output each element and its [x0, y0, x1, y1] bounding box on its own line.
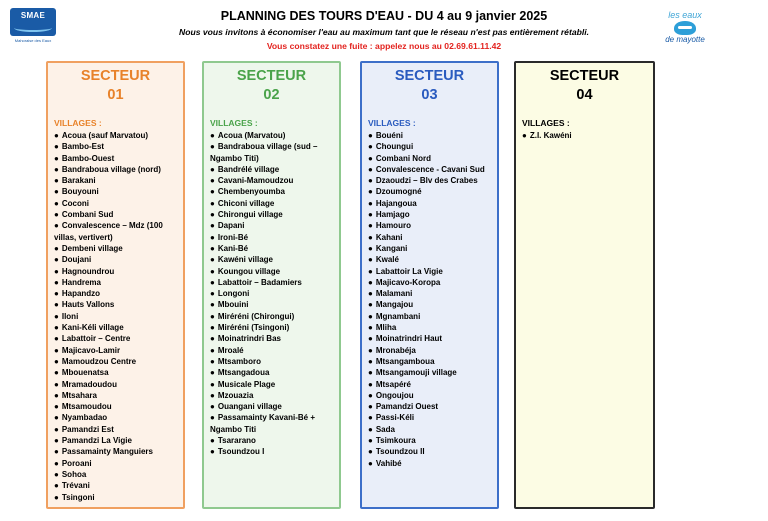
bullet-icon: ●: [54, 323, 59, 333]
village-name: Miréréni (Chirongui): [217, 311, 295, 321]
village-name: Bouyouni: [61, 187, 99, 197]
bullet-icon: ●: [368, 447, 373, 457]
bullet-icon: ●: [54, 164, 59, 174]
village-item: [54, 356, 177, 367]
village-item: [368, 153, 491, 164]
smae-logo-subtitle: Mahoraise des Eaux: [14, 38, 52, 43]
bullet-icon: ●: [54, 198, 59, 208]
village-item: [368, 390, 491, 401]
village-name: Mbouenatsa: [61, 368, 109, 378]
bullet-icon: ●: [210, 368, 215, 378]
sector-card-02: [202, 61, 341, 509]
bullet-icon: ●: [54, 436, 59, 446]
leak-notice: Vous constatez une fuite : appelez nous au 02.69.61.11.42: [266, 41, 502, 51]
bullet-icon: ●: [54, 277, 59, 287]
village-name: Dembeni village: [61, 243, 123, 253]
village-name: Pamandzi Ouest: [375, 402, 439, 412]
sector-card-01: [46, 61, 185, 509]
bullet-icon: ●: [368, 436, 373, 446]
bullet-icon: ●: [368, 243, 373, 253]
village-name: Majicavo-Lamir: [61, 345, 121, 355]
bullet-icon: ●: [54, 221, 59, 231]
village-item: [210, 412, 333, 435]
logo-line2: de mayotte: [665, 35, 705, 44]
village-name: Hamjago: [375, 210, 410, 220]
bullet-icon: ●: [210, 345, 215, 355]
village-item: [54, 322, 177, 333]
bullet-icon: ●: [210, 300, 215, 310]
village-name: Cavani-Mamoudzou: [217, 176, 294, 186]
village-name: Tsimkoura: [375, 436, 416, 446]
village-item: [210, 299, 333, 310]
bullet-icon: ●: [210, 356, 215, 366]
bullet-icon: ●: [368, 266, 373, 276]
village-name: Bambo-Est: [61, 142, 105, 152]
logo-line1: les eaux: [668, 10, 702, 20]
bullet-icon: ●: [368, 187, 373, 197]
village-item: [368, 379, 491, 390]
page-title: PLANNING DES TOURS D'EAU - DU 4 au 9 janvier 2025: [220, 9, 548, 23]
bullet-icon: ●: [210, 187, 215, 197]
village-item: [54, 379, 177, 390]
village-name: Hajangoua: [375, 198, 417, 208]
village-list: [48, 130, 183, 503]
village-name: Sohoa: [61, 469, 87, 479]
bullet-icon: ●: [54, 300, 59, 310]
village-item: [210, 164, 333, 175]
sector-heading: SECTEUR: [236, 68, 307, 84]
village-item: [368, 435, 491, 446]
village-name: Kahani: [375, 232, 403, 242]
village-list: [204, 130, 339, 458]
village-item: [54, 243, 177, 254]
village-name: Mliha: [375, 323, 397, 333]
bullet-icon: ●: [54, 289, 59, 299]
village-item: [54, 446, 177, 457]
village-item: [54, 164, 177, 175]
bullet-icon: ●: [368, 379, 373, 389]
village-name: Moinatrindri Haut: [375, 334, 443, 344]
village-item: [210, 356, 333, 367]
village-item: [54, 141, 177, 152]
village-item: [54, 175, 177, 186]
village-item: [368, 311, 491, 322]
village-name: Kani-Bé: [217, 243, 249, 253]
bullet-icon: ●: [368, 255, 373, 265]
bullet-icon: ●: [368, 424, 373, 434]
village-item: [210, 220, 333, 231]
bullet-icon: ●: [54, 469, 59, 479]
village-item: [54, 333, 177, 344]
village-name: Bandrélé village: [217, 164, 280, 174]
village-item: [54, 458, 177, 469]
village-name: Kwalé: [375, 255, 399, 265]
village-name: Majicavo-Koropa: [375, 277, 441, 287]
village-name: Mtsangamouji village: [375, 368, 457, 378]
village-name: Trévani: [61, 481, 90, 491]
village-item: [210, 379, 333, 390]
village-name: Koungou village: [217, 266, 281, 276]
bullet-icon: ●: [210, 390, 215, 400]
village-name: Mbouini: [217, 300, 249, 310]
village-name: Passamainty Manguiers: [61, 447, 153, 457]
village-name: Mtsamoudou: [61, 402, 112, 412]
village-item: [210, 186, 333, 197]
bullet-icon: ●: [54, 334, 59, 344]
bullet-icon: ●: [54, 142, 59, 152]
village-name: Chembenyoumba: [217, 187, 285, 197]
village-item: [54, 345, 177, 356]
bullet-icon: ●: [210, 334, 215, 344]
village-item: [368, 266, 491, 277]
village-item: [368, 164, 491, 175]
village-item: [210, 322, 333, 333]
village-item: [210, 232, 333, 243]
village-item: [54, 254, 177, 265]
village-name: Hapandzo: [61, 289, 101, 299]
bullet-icon: ●: [368, 198, 373, 208]
village-name: Kani-Kéli village: [61, 323, 124, 333]
bullet-icon: ●: [54, 153, 59, 163]
village-item: [210, 288, 333, 299]
village-item: [210, 277, 333, 288]
village-name: Moinatrindri Bas: [217, 334, 281, 344]
village-list: [516, 130, 653, 141]
bullet-icon: ●: [54, 266, 59, 276]
village-item: [54, 367, 177, 378]
village-name: Bandraboua village (sud – Ngambo Titi): [210, 142, 318, 163]
bullet-icon: ●: [368, 289, 373, 299]
bullet-icon: ●: [210, 142, 215, 152]
sector-heading: SECTEUR: [80, 68, 151, 84]
village-name: Ouangani village: [217, 402, 282, 412]
village-item: [368, 401, 491, 412]
bullet-icon: ●: [54, 390, 59, 400]
village-item: [210, 345, 333, 356]
village-name: Longoni: [217, 289, 250, 299]
bullet-icon: ●: [210, 402, 215, 412]
villages-label: VILLAGES :: [522, 118, 570, 128]
village-name: Mroalé: [217, 345, 244, 355]
sector-card-04: [514, 61, 655, 509]
bullet-icon: ●: [54, 458, 59, 468]
bullet-icon: ●: [368, 221, 373, 231]
bullet-icon: ●: [368, 300, 373, 310]
villages-label: VILLAGES :: [54, 118, 102, 128]
village-name: Tsoundzou I: [217, 447, 265, 457]
village-item: [54, 424, 177, 435]
village-name: Mtsapéré: [375, 379, 411, 389]
sector-number: 02: [263, 87, 280, 103]
village-name: Combani Nord: [375, 153, 431, 163]
bullet-icon: ●: [368, 413, 373, 423]
village-name: Musicale Plage: [217, 379, 276, 389]
bullet-icon: ●: [522, 131, 527, 140]
village-name: Convalescence – Mdz (100 villas, vertivert): [54, 221, 163, 242]
bullet-icon: ●: [368, 334, 373, 344]
bullet-icon: ●: [210, 198, 215, 208]
bullet-icon: ●: [54, 356, 59, 366]
village-name: Acoua (sauf Marvatou): [61, 131, 149, 140]
bullet-icon: ●: [54, 402, 59, 412]
village-item: [368, 186, 491, 197]
village-item: [368, 209, 491, 220]
village-item: [368, 446, 491, 457]
village-item: [368, 322, 491, 333]
village-item: [54, 266, 177, 277]
village-item: [54, 130, 177, 141]
village-name: Mamoudzou Centre: [61, 356, 137, 366]
bullet-icon: ●: [210, 266, 215, 276]
village-item: [210, 311, 333, 322]
village-name: Mtsahara: [61, 390, 97, 400]
village-item: [368, 333, 491, 344]
sector-number: 03: [421, 87, 438, 103]
village-name: Mangajou: [375, 300, 414, 310]
village-name: Convalescence - Cavani Sud: [375, 164, 485, 174]
sector-heading: SECTEUR: [549, 68, 620, 84]
bullet-icon: ●: [368, 277, 373, 287]
bullet-icon: ●: [54, 131, 59, 140]
village-item: [54, 492, 177, 503]
village-item: [368, 458, 491, 469]
village-item: [522, 130, 647, 141]
bullet-icon: ●: [210, 323, 215, 333]
village-item: [210, 401, 333, 412]
village-name: Dzaoudzi – Blv des Crabes: [375, 176, 478, 186]
bullet-icon: ●: [54, 492, 59, 502]
bullet-icon: ●: [210, 131, 215, 140]
village-name: Handrema: [61, 277, 101, 287]
bullet-icon: ●: [54, 413, 59, 423]
village-name: Tsoundzou II: [375, 447, 425, 457]
bullet-icon: ●: [54, 255, 59, 265]
village-name: Mronabéja: [375, 345, 416, 355]
sector-card-03: [360, 61, 499, 509]
bullet-icon: ●: [210, 243, 215, 253]
bullet-icon: ●: [54, 176, 59, 186]
village-name: Acoua (Marvatou): [217, 131, 286, 140]
villages-label: VILLAGES :: [368, 118, 416, 128]
bullet-icon: ●: [54, 345, 59, 355]
bullet-icon: ●: [210, 176, 215, 186]
bullet-icon: ●: [368, 402, 373, 412]
bullet-icon: ●: [368, 131, 373, 140]
bullet-icon: ●: [368, 142, 373, 152]
village-item: [54, 311, 177, 322]
village-name: Hauts Vallons: [61, 300, 115, 310]
village-item: [210, 141, 333, 164]
smae-logo-text: SMAE: [20, 11, 46, 20]
village-name: Miréréni (Tsingoni): [217, 323, 290, 333]
village-item: [54, 277, 177, 288]
bullet-icon: ●: [210, 447, 215, 457]
bullet-icon: ●: [368, 323, 373, 333]
village-name: Hamouro: [375, 221, 411, 231]
bullet-icon: ●: [368, 368, 373, 378]
bullet-icon: ●: [54, 368, 59, 378]
village-name: Ongoujou: [375, 390, 414, 400]
bullet-icon: ●: [210, 311, 215, 321]
village-item: [368, 288, 491, 299]
village-item: [54, 435, 177, 446]
village-name: Choungui: [375, 142, 414, 152]
village-name: Tsararano: [217, 436, 256, 446]
bullet-icon: ●: [210, 436, 215, 446]
village-name: Combani Sud: [61, 210, 114, 220]
village-item: [54, 186, 177, 197]
village-name: Pamandzi La Vigie: [61, 436, 132, 446]
bullet-icon: ●: [368, 164, 373, 174]
village-name: Chirongui village: [217, 210, 283, 220]
village-name: Barakani: [61, 176, 96, 186]
village-name: Doujani: [61, 255, 92, 265]
village-item: [368, 243, 491, 254]
village-name: Bandraboua village (nord): [61, 164, 161, 174]
village-item: [210, 390, 333, 401]
village-item: [368, 299, 491, 310]
village-item: [210, 175, 333, 186]
page-subtitle: Nous vous invitons à économiser l'eau au maximum tant que le réseau n'est pas entièrement rétabli.: [178, 27, 590, 37]
village-item: [368, 141, 491, 152]
village-list: [362, 130, 497, 469]
bullet-icon: ●: [210, 210, 215, 220]
bullet-icon: ●: [210, 221, 215, 231]
village-item: [54, 469, 177, 480]
bullet-icon: ●: [368, 232, 373, 242]
village-item: [54, 299, 177, 310]
village-item: [54, 153, 177, 164]
village-item: [368, 424, 491, 435]
village-item: [54, 288, 177, 299]
village-item: [368, 277, 491, 288]
village-item: [54, 412, 177, 423]
village-name: Poroani: [61, 458, 92, 468]
bullet-icon: ●: [54, 243, 59, 253]
bullet-icon: ●: [368, 356, 373, 366]
bullet-icon: ●: [210, 232, 215, 242]
village-name: Bouéni: [375, 131, 403, 140]
bullet-icon: ●: [368, 311, 373, 321]
bullet-icon: ●: [368, 176, 373, 186]
village-name: Kawéni village: [217, 255, 273, 265]
villages-label: VILLAGES :: [210, 118, 258, 128]
village-item: [210, 243, 333, 254]
bullet-icon: ●: [210, 289, 215, 299]
village-name: Dzoumogné: [375, 187, 422, 197]
village-item: [210, 367, 333, 378]
bullet-icon: ●: [368, 345, 373, 355]
sector-heading: SECTEUR: [394, 68, 465, 84]
village-item: [368, 412, 491, 423]
bullet-icon: ●: [210, 379, 215, 389]
village-item: [54, 480, 177, 491]
bullet-icon: ●: [54, 210, 59, 220]
bullet-icon: ●: [54, 481, 59, 491]
village-item: [210, 130, 333, 141]
village-name: Z.I. Kawéni: [529, 131, 572, 140]
village-name: Passamainty Kavani-Bé + Ngambo Titi: [210, 413, 316, 434]
bullet-icon: ●: [54, 311, 59, 321]
bullet-icon: ●: [368, 390, 373, 400]
village-item: [210, 435, 333, 446]
village-name: Mtsangamboua: [375, 356, 435, 366]
village-name: Ironi-Bé: [217, 232, 249, 242]
bullet-icon: ●: [54, 379, 59, 389]
village-name: Pamandzi Est: [61, 424, 114, 434]
village-item: [368, 220, 491, 231]
village-item: [210, 333, 333, 344]
bullet-icon: ●: [210, 164, 215, 174]
village-item: [368, 175, 491, 186]
bullet-icon: ●: [368, 458, 373, 468]
village-item: [54, 390, 177, 401]
bullet-icon: ●: [210, 413, 215, 423]
village-item: [368, 367, 491, 378]
village-name: Labattoir – Centre: [61, 334, 131, 344]
village-name: Dapani: [217, 221, 245, 231]
village-name: Mtsamboro: [217, 356, 261, 366]
village-name: Sada: [375, 424, 395, 434]
village-name: Malamani: [375, 289, 413, 299]
village-item: [368, 232, 491, 243]
village-name: Coconi: [61, 198, 89, 208]
sector-number: 04: [576, 87, 593, 103]
village-item: [368, 345, 491, 356]
bullet-icon: ●: [54, 187, 59, 197]
village-name: Mzouazia: [217, 390, 254, 400]
village-item: [210, 254, 333, 265]
village-item: [210, 266, 333, 277]
village-item: [368, 356, 491, 367]
village-name: Tsingoni: [61, 492, 95, 502]
village-item: [368, 254, 491, 265]
village-name: Passi-Kéli: [375, 413, 415, 423]
village-name: Mtsangadoua: [217, 368, 270, 378]
village-name: Labattoir – Badamiers: [217, 277, 302, 287]
village-item: [210, 446, 333, 457]
bullet-icon: ●: [210, 277, 215, 287]
bullet-icon: ●: [54, 424, 59, 434]
village-item: [54, 220, 177, 243]
village-item: [368, 198, 491, 209]
bullet-icon: ●: [210, 255, 215, 265]
bullet-icon: ●: [368, 210, 373, 220]
village-name: Kangani: [375, 243, 408, 253]
sector-number: 01: [107, 87, 124, 103]
village-item: [54, 209, 177, 220]
bullet-icon: ●: [54, 447, 59, 457]
village-item: [54, 401, 177, 412]
village-name: Chiconi village: [217, 198, 275, 208]
village-name: Nyambadao: [61, 413, 108, 423]
village-item: [210, 198, 333, 209]
village-name: Labattoir La Vigie: [375, 266, 443, 276]
bullet-icon: ●: [368, 153, 373, 163]
village-name: Mgnambani: [375, 311, 421, 321]
village-name: Iloni: [61, 311, 79, 321]
village-name: Bambo-Ouest: [61, 153, 115, 163]
village-item: [210, 209, 333, 220]
village-name: Mramadoudou: [61, 379, 117, 389]
village-name: Hagnoundrou: [61, 266, 115, 276]
village-item: [54, 198, 177, 209]
village-name: Vahibé: [375, 458, 402, 468]
village-item: [368, 130, 491, 141]
